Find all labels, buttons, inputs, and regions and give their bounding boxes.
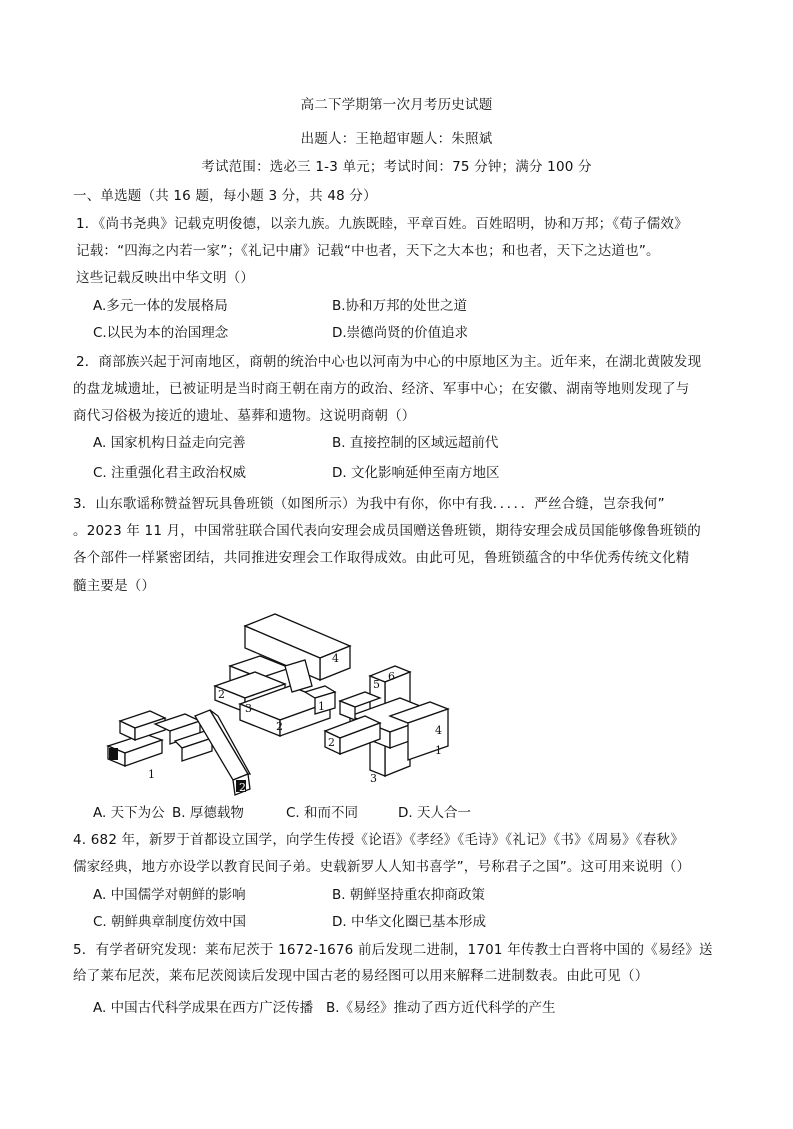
section-heading: 一、单选题（共 16 题，每小题 3 分，共 48 分） xyxy=(73,188,377,204)
q5-option-b[interactable]: B.《易经》推动了西方近代科学的产生 xyxy=(326,1000,556,1016)
q1-line-1: 1．《尚书尧典》记载克明俊德，以亲九族。九族既睦，平章百姓。百姓昭明，协和万邦；《荀子儒效》 xyxy=(76,216,688,232)
fig3-label-4: 4 xyxy=(435,724,442,737)
exam-scope: 考试范围：选必三 1-3 单元；考试时间：75 分钟；满分 100 分 xyxy=(201,159,592,175)
q3-option-a[interactable]: A. 天下为公 xyxy=(93,805,165,821)
q2-option-a[interactable]: A. 国家机构日益走向完善 xyxy=(93,435,246,451)
exam-authors: 出题人：王艳超审题人：朱照斌 xyxy=(300,131,493,147)
q4-option-a[interactable]: A. 中国儒学对朝鲜的影响 xyxy=(93,887,246,903)
q1-option-a[interactable]: A.多元一体的发展格局 xyxy=(93,298,228,314)
q2-line-1: 2．商部族兴起于河南地区，商朝的统治中心也以河南为中心的中原地区为主。近年来，在湖北黄陂发现 xyxy=(76,354,702,370)
q5-line-1: 5．有学者研究发现：莱布尼茨于 1672-1676 前后发现二进制，1701 年传教士白晋将中国的《易经》送 xyxy=(73,942,713,958)
exam-title: 高二下学期第一次月考历史试题 xyxy=(300,97,493,113)
q4-option-c[interactable]: C. 朝鲜典章制度仿效中国 xyxy=(93,914,247,930)
q3-option-d[interactable]: D. 天人合一 xyxy=(398,805,471,821)
q2-line-2: 的盘龙城遗址，已被证明是当时商王朝在南方的政治、经济、军事中心；在安徽、湖南等地则发现了与 xyxy=(73,381,690,397)
q5-option-a[interactable]: A. 中国古代科学成果在西方广泛传播 xyxy=(93,1000,314,1016)
fig3-label-6: 6 xyxy=(388,670,395,683)
q3-line-4: 髓主要是（） xyxy=(73,578,156,594)
fig2-label-3: 3 xyxy=(245,702,252,715)
fig2-label-2: 2 xyxy=(218,688,225,701)
q3-option-c[interactable]: C. 和而不同 xyxy=(286,805,359,821)
q1-option-d[interactable]: D.崇德尚贤的价值追求 xyxy=(332,325,469,341)
q4-option-d[interactable]: D. 中华文化圈已基本形成 xyxy=(332,914,486,930)
q1-option-b[interactable]: B.协和万邦的处世之道 xyxy=(332,298,468,314)
fig1-caption: 1 xyxy=(148,768,155,781)
q2-option-d[interactable]: D. 文化影响延伸至南方地区 xyxy=(332,465,500,481)
fig2-label-4: 4 xyxy=(332,652,339,665)
fig3-caption: 3 xyxy=(370,772,377,785)
fig2-caption: 2 xyxy=(276,720,283,733)
fig1-label-8: 2 xyxy=(239,781,246,794)
q3-option-b[interactable]: B. 厚德载物 xyxy=(172,805,244,821)
q5-line-2: 给了莱布尼茨，莱布尼茨阅读后发现中国古老的易经图可以用来解释二进制数表。由此可见（） xyxy=(73,968,649,984)
q1-option-c[interactable]: C.以民为本的治国理念 xyxy=(93,325,229,341)
q4-option-b[interactable]: B. 朝鲜坚持重农抑商政策 xyxy=(332,887,485,903)
fig3-label-2: 2 xyxy=(328,736,335,749)
luban-lock-figure xyxy=(100,606,460,796)
q4-line-2: 儒家经典，地方亦设学以教育民间子弟。史载新罗人人知书喜学”，号称君子之国”。这可用来说明（） xyxy=(73,859,691,875)
q2-line-3: 商代习俗极为接近的遗址、墓葬和遗物。这说明商朝（） xyxy=(73,408,416,424)
q3-line-2: 。2023 年 11 月，中国常驻联合国代表向安理会成员国赠送鲁班锁，期待安理会成员国能够像鲁班锁的 xyxy=(73,523,701,539)
q1-line-3: 这些记载反映出中华文明（） xyxy=(76,270,255,286)
fig1-label-2: 1 xyxy=(111,747,118,760)
fig2-label-1: 1 xyxy=(318,700,325,713)
q3-line-3: 各个部件一样紧密团结，共同推进安理会工作取得成效。由此可见，鲁班锁蕴含的中华优秀传统文化精 xyxy=(73,550,690,566)
q2-option-b[interactable]: B. 直接控制的区域远超前代 xyxy=(332,435,499,451)
fig3-label-1: 1 xyxy=(435,744,442,757)
q3-line-1: 3．山东歌谣称赞益智玩具鲁班锁（如图所示）为我中有你，你中有我．．．．．严丝合缝，岂奈我何” xyxy=(73,496,665,512)
q1-line-2: 记载：“四海之内若一家”；《礼记中庸》记载“中也者，天下之大本也；和也者，天下之达道也”。 xyxy=(76,243,660,259)
q2-option-c[interactable]: C. 注重强化君主政治权威 xyxy=(93,465,247,481)
q4-line-1: 4. 682 年，新罗于首都设立国学，向学生传授《论语》《孝经》《毛诗》《礼记》《书》《周易》《春秋》 xyxy=(73,832,684,848)
fig3-label-5: 5 xyxy=(373,678,380,691)
